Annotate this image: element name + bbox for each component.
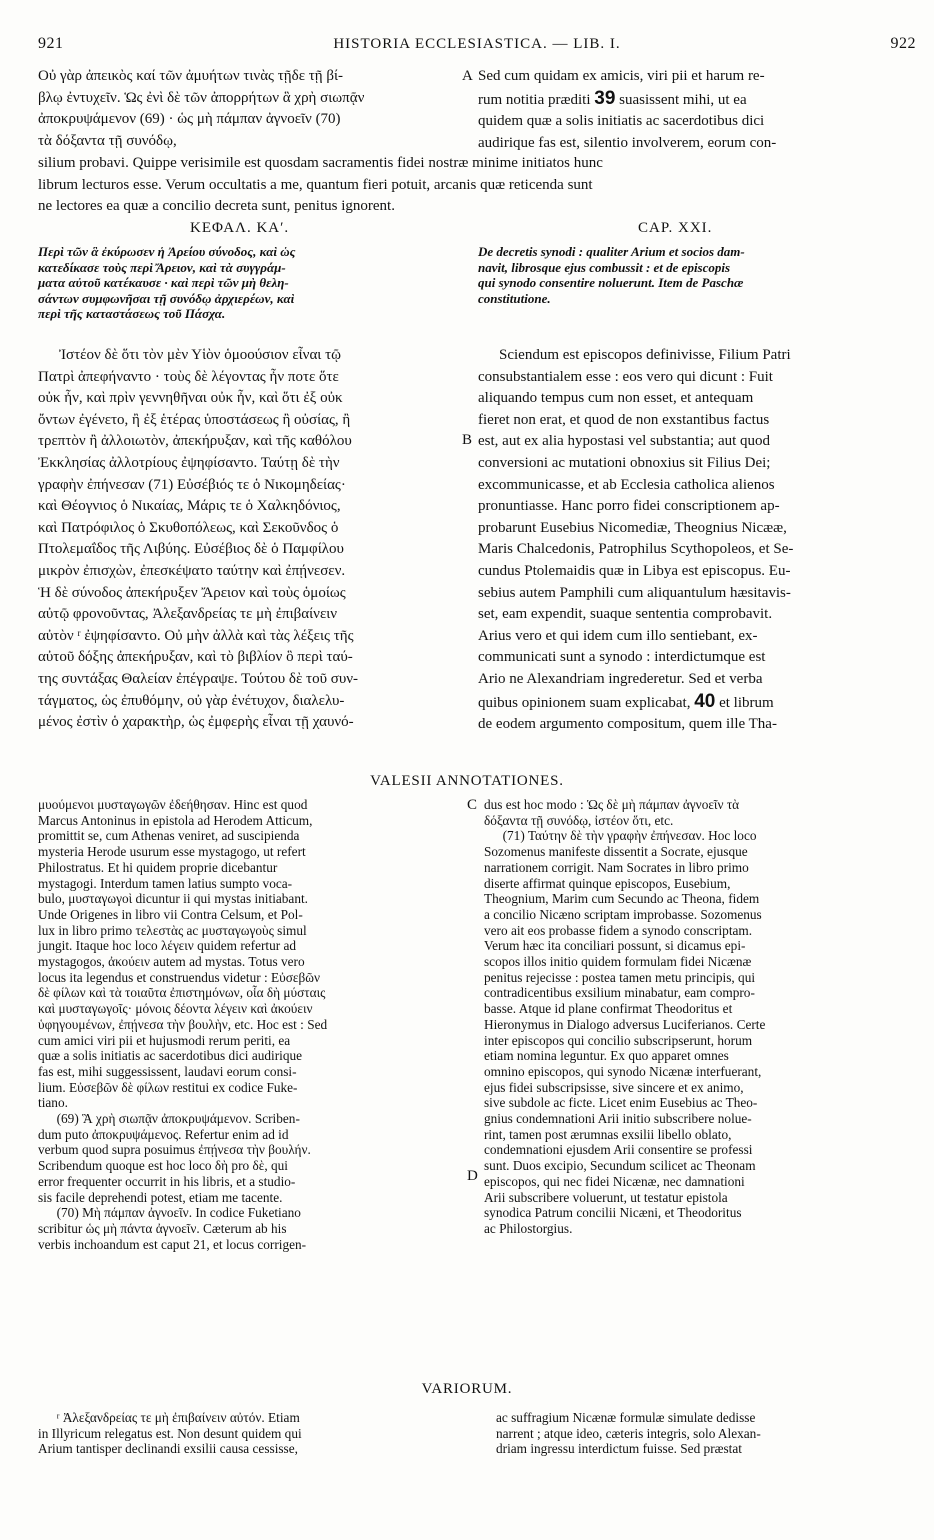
text-line: cum amici viri pii et hujusmodi rerum periti, ea bbox=[38, 1032, 291, 1048]
text-line: episcopos, qui nec fidei Nicænæ, nec damnationi bbox=[484, 1173, 745, 1189]
text-line: σάντων συμφωνῆσαι τῇ συνόδῳ ἀρχιερέων, καὶ bbox=[38, 290, 295, 306]
text-line: de eodem argumento compositum, quem ille Tha- bbox=[478, 716, 777, 733]
greek-chapter-summary bbox=[38, 244, 458, 322]
text-line: Ἡ δὲ σύνοδος ἀπεκήρυξεν Ἄρειον καὶ τοὺς ὁμοίως bbox=[38, 584, 346, 601]
text-line: ejus fidei subscripsisse, sive sincere et ex animo, bbox=[484, 1079, 744, 1095]
text-line: ματα αὐτοῦ κατέκαυσε · καὶ περὶ τῶν μὴ θελη- bbox=[38, 275, 289, 290]
text-line: qui synodo consentire noluerunt. Item de Paschæ bbox=[478, 275, 744, 290]
text-line: τρεπτὸν ἢ ἀλλοιωτὸν, ἀπεκήρυξαν, καὶ τῆς καθόλου bbox=[38, 433, 352, 450]
text-line: excommunicasse, et ab Ecclesia catholica alienos bbox=[478, 476, 775, 493]
text-line: Sed cum quidam ex amicis, viri pii et harum re- bbox=[478, 68, 765, 84]
text-line: consubstantialem esse : eos vero qui dicunt : Fuit bbox=[478, 368, 773, 385]
text-line: Πτολεμαΐδος τῆς Λιβύης. Εὐσέβιος δὲ ὁ Παμφίλου bbox=[38, 541, 344, 558]
text-line: promittit se, cum Athenas veniret, ad suscipienda bbox=[38, 828, 300, 844]
text-line: error frequenter occurrit in his libris, et a studio- bbox=[38, 1173, 296, 1189]
top-wide-text bbox=[38, 153, 916, 218]
text-segment: et librum bbox=[719, 694, 774, 711]
text-line: Philostratus. Et hi quidem proprie dicebantur bbox=[38, 859, 278, 875]
text-line: Theognium, Marim cum Secundo ac Theona, fidem bbox=[484, 891, 760, 907]
text-line: καὶ μυσταγωγοῖς· μόνοις δέοντα λέγειν καὶ ἀκούειν bbox=[38, 1001, 313, 1017]
text-line: De decretis synodi : qualiter Arium et socios dam- bbox=[478, 244, 745, 259]
text-line: Arium tantisper declinandi exsilii causa cessisse, bbox=[38, 1441, 298, 1456]
text-line: βλῳ ἐντυχεῖν. Ὡς ἐνὶ δὲ τῶν ἀπορρήτων ἃ χρὴ σιωπᾷν bbox=[38, 89, 365, 106]
text-line: τὰ δόξαντα τῇ συνόδῳ, bbox=[38, 132, 177, 149]
text-line: μικρὸν ἐπισχὼν, ἐπεσκέψατο ταύτην καὶ ἐπῄνεσεν. bbox=[38, 562, 346, 579]
latin-text-column bbox=[478, 345, 918, 736]
text-line: silium probavi. Quippe verisimile est quosdam sacramentis fidei nostræ minime initiatos hunc bbox=[38, 155, 603, 171]
text-line: lux in libro primo τελεστὰς ac μυσταγωγοὺς simul bbox=[38, 922, 307, 938]
text-line: Maris Chalcedonis, Patrophilus Scythopoleos, et Se- bbox=[478, 541, 794, 558]
text-line: καὶ Θέογνιος ὁ Νικαίας, Μάρις τε ὁ Χαλκηδόνιος, bbox=[38, 498, 341, 515]
text-line: αὐτὸν ʳ ἐψηφίσαντο. Οὐ μὴν ἀλλὰ καὶ τὰς λέξεις τῆς bbox=[38, 627, 354, 644]
text-line: est, aut ex alia hypostasi vel substantia; aut quod bbox=[478, 433, 771, 450]
running-header bbox=[38, 35, 916, 57]
text-line: Περὶ τῶν ἃ ἐκύρωσεν ἡ Ἀρείου σύνοδος, καὶ ὡς bbox=[38, 244, 296, 259]
text-line: ʳ Ἀλεξανδρείας τε μὴ ἐπιβαίνειν αὐτόν. Etiam bbox=[56, 1410, 300, 1425]
text-line: περὶ τῆς καταστάσεως τοῦ Πάσχα. bbox=[38, 306, 226, 321]
text-line: verbis inchoandum est caput 21, et locus corrigen- bbox=[38, 1236, 307, 1252]
annotations-heading: VALESII ANNOTATIONES. bbox=[370, 773, 564, 789]
variorum-heading: VARIORUM. bbox=[421, 1381, 513, 1397]
text-line: rint, tamen post ærumnas exsilii libello oblato, bbox=[484, 1126, 732, 1142]
text-line: vero ait eos probasse fidem a synodo conscriptam. bbox=[484, 922, 753, 938]
text-line: condemnationi ejusdem Arii consentire se professi bbox=[484, 1142, 753, 1158]
text-line: Πατρὶ ἀπεφήναντο · τοὺς δὲ λέγοντας ἦν ποτε ὅτε bbox=[38, 368, 339, 385]
text-line: jungit. Itaque hoc loco λέγειν quidem refertur ad bbox=[38, 938, 297, 954]
greek-chapter-heading: ΚΕΦΑΛ. ΚΑʹ. bbox=[190, 220, 290, 236]
text-line: ac suffragium Nicænæ formulæ simulate dedisse bbox=[496, 1410, 756, 1425]
margin-letter-c: C bbox=[467, 797, 478, 813]
text-line: contradicentibus exsilium minabatur, eam compro- bbox=[484, 985, 755, 1001]
text-line: (70) Μὴ πάμπαν ἀγνοεῖν. In codice Fuketiano bbox=[56, 1205, 301, 1221]
text-line: Scribendum quoque est hoc loco δὴ pro δὲ, qui bbox=[38, 1158, 288, 1174]
text-line: probarunt Eusebius Nicomediæ, Theognius Nicææ, bbox=[478, 519, 787, 536]
text-line: sunt. Duos excipio, Secundum scilicet ac Theonam bbox=[484, 1158, 756, 1174]
text-line: αὐτῷ φρονοῦντας, Ἀλεξανδρείας τε μὴ ἐπιβαίνειν bbox=[38, 606, 338, 623]
text-line: librum lecturos esse. Verum occultatis a me, quantum fieri potuit, arcanis quæ reticenda sunt bbox=[38, 176, 593, 193]
text-line: dus est hoc modo : Ὡς δὲ μὴ πάμπαν ἀγνοεῖν τὰ bbox=[484, 797, 740, 812]
text-line: bulo, μυσταγωγοὶ dicuntur ii qui mystas initiabant. bbox=[38, 891, 309, 907]
text-line: verbum quod supra posuimus ἐπῄνεσα τὴν βουλήν. bbox=[38, 1142, 311, 1158]
text-line: κατεδίκασε τοὺς περὶ Ἄρειον, καὶ τὰ συγγράμ- bbox=[38, 259, 286, 275]
text-line: ne lectores ea quæ a concilio decreta sunt, penitus ignorent. bbox=[38, 198, 395, 215]
text-line: Hieronymus in Dialogo adversus Luciferianos. Certe bbox=[484, 1016, 766, 1032]
text-line: καὶ Πατρόφιλος ὁ Σκυθοπόλεως, καὶ Σεκοῦνδος ὁ bbox=[38, 519, 339, 536]
text-line: γραφὴν ἐπήνεσαν (71) Εὐσέβιός τε ὁ Νικομηδείας· bbox=[38, 476, 346, 493]
text-line: Arii subscribere voluerunt, ut testatur epistola bbox=[484, 1189, 728, 1205]
text-line: synodica Patrum concilii Nicæni, et Theodoritus bbox=[484, 1205, 742, 1221]
text-line: ὑφηγουμένων, ἐπῄνεσα τὴν βουλὴν, etc. Hoc est : Sed bbox=[38, 1016, 328, 1032]
latin-chapter-summary bbox=[478, 244, 918, 306]
text-line: αὐτοῦ δόξης ἀπεκήρυξαν, καὶ τὸ βιβλίον ὃ περὶ ταύ- bbox=[38, 649, 353, 666]
text-line: mystagogos, ἀκούειν autem ad mystas. Totus vero bbox=[38, 954, 305, 970]
text-line: audirique fas est, silentio involverem, eorum con- bbox=[478, 134, 777, 151]
text-segment: quibus opinionem suam explicabat, bbox=[478, 694, 691, 711]
text-line: pronuntiasse. Hanc porro fidei conscriptionem ap- bbox=[478, 498, 780, 515]
text-line: ac Philostorgius. bbox=[484, 1220, 573, 1236]
text-line: ἀποκρυψάμενον (69) · ὡς μὴ πάμπαν ἀγνοεῖν (70) bbox=[38, 111, 341, 128]
text-line: Ἰστέον δὲ ὅτι τὸν μὲν Υἱὸν ὁμοούσιον εἶναι τῷ bbox=[59, 347, 341, 363]
text-line: basse. Atque id plane confirmat Theodoritus et bbox=[484, 1001, 733, 1017]
right-page-number: 922 bbox=[890, 35, 916, 52]
text-line: μυούμενοι μυσταγωγῶν ἐδεήθησαν. Hinc est quod bbox=[38, 797, 308, 812]
text-line: Arius vero et qui idem cum illo sentiebant, ex- bbox=[478, 627, 758, 644]
margin-letter-a: A bbox=[462, 68, 473, 84]
text-line: Οὐ γὰρ ἀπεικὸς καί τῶν ἀμυήτων τινὰς τῇδε τῇ βί- bbox=[38, 68, 344, 84]
text-line: in Illyricum relegatus est. Non desunt quidem qui bbox=[38, 1425, 302, 1441]
text-line: penitus rejecisse : postea tamen metu principis, qui bbox=[484, 969, 756, 985]
text-line: μένος ἐστὶν ὁ χαρακτὴρ, ὡς ἐμφερὴς εἶναι τῇ χαυνό- bbox=[38, 714, 354, 731]
text-line: τάγματος, ὡς ἐπυθόμην, οὐ γὰρ ἐνέτυχον, διαλελυ- bbox=[38, 692, 345, 709]
text-line: mystagogi. Interdum tamen latius sumpto voca- bbox=[38, 875, 293, 891]
text-line: quæ a solis initiatis ac sacerdotibus dici audirique bbox=[38, 1048, 303, 1064]
text-line: δὲ φίλων καὶ τὰ τοιαῦτα ἐπιστημόνων, οἷα δὴ μύσταις bbox=[38, 985, 326, 1001]
text-line: a concilio Nicæno scriptam improbasse. Sozomenus bbox=[484, 906, 762, 922]
text-line bbox=[478, 88, 918, 112]
text-line: της συντάξας Θαλείαν ἐπέγραψε. Τούτου δὲ τοῦ συν- bbox=[38, 670, 359, 687]
text-segment: rum notitia præditi bbox=[478, 91, 591, 108]
text-line: dum puto ἀποκρυψάμενος. Refertur enim ad id bbox=[38, 1126, 289, 1142]
page-marker-39: 39 bbox=[594, 87, 616, 109]
text-line: scopos illos initio quidem formulam fidei Nicænæ bbox=[484, 954, 752, 970]
text-line: (71) Ταύτην δὲ τὴν γραφὴν ἐπήνεσαν. Hoc loco bbox=[502, 828, 757, 844]
running-title: HISTORIA ECCLESIASTICA. — LIB. I. bbox=[333, 36, 621, 52]
annotations-left-column bbox=[38, 797, 460, 1252]
text-line: Marcus Antoninus in epistola ad Herodem Atticum, bbox=[38, 812, 313, 828]
text-line: etiam nomina leguntur. Ex quo apparet omnes bbox=[484, 1048, 729, 1064]
margin-letter-d: D bbox=[467, 1168, 478, 1184]
text-line: omnino episcopos, qui synodo Nicænæ interfuerant, bbox=[484, 1063, 762, 1079]
text-line: diserte affirmat quinque episcopos, Eusebium, bbox=[484, 875, 731, 891]
top-latin-column bbox=[478, 66, 918, 154]
text-line: lium. Εὐσεβῶν δὲ φίλων restitui ex codice Fuke- bbox=[38, 1079, 298, 1095]
text-segment: suasissent mihi, ut ea bbox=[619, 91, 747, 108]
text-line: cundus Ptolemaidis quæ in Libya est episcopus. Eu- bbox=[478, 562, 791, 579]
text-line: fas est, mihi suggessissent, laudavi eorum consi- bbox=[38, 1063, 297, 1079]
page-marker-40: 40 bbox=[694, 690, 716, 712]
text-line bbox=[478, 691, 918, 715]
text-line: scribitur ὡς μὴ πάντα ἀγνοεῖν. Cæterum ab his bbox=[38, 1220, 287, 1236]
text-line: navit, librosque ejus combussit : et de episcopis bbox=[478, 259, 731, 275]
text-line: locus ita legendus et construendus videtur : Εὐσεβῶν bbox=[38, 969, 321, 985]
text-line: Sozomenus manifeste dissentit a Socrate, ejusque bbox=[484, 844, 748, 860]
text-line: inter episcopos qui concilio subscripserunt, horum bbox=[484, 1032, 753, 1048]
text-line: δόξαντα τῇ συνόδῳ, ἰστέον ὅτι, etc. bbox=[484, 812, 674, 828]
margin-letter-b: B bbox=[462, 432, 473, 448]
left-page-number: 921 bbox=[38, 35, 64, 52]
greek-text-column bbox=[38, 345, 458, 734]
text-line: sive subdole ac ficte. Licet enim Eusebius ac Theo- bbox=[484, 1095, 758, 1111]
text-line: quidem quæ a solis initiatis ac sacerdotibus dici bbox=[478, 113, 765, 130]
text-line: Ario ne Alexandriam ingrederetur. Sed et verba bbox=[478, 670, 763, 687]
text-line: aliquando tempus cum non esset, et antequam bbox=[478, 390, 754, 407]
text-line: driam ingressu interdictum fuisse. Sed præstat bbox=[496, 1441, 742, 1456]
text-line: tiano. bbox=[38, 1095, 68, 1111]
text-line: constitutione. bbox=[478, 290, 551, 306]
text-line: narrent ; atque ideo, cæteris integris, solo Alexan- bbox=[496, 1425, 761, 1441]
annotations-right-column bbox=[484, 797, 916, 1237]
text-line: sis facile deprehendi potest, etiam me tacente. bbox=[38, 1189, 283, 1205]
text-line: Sciendum est episcopos definivisse, Filium Patri bbox=[499, 347, 791, 363]
text-line: Ἐκκλησίας ἀλλοτρίους ἐψηφίσαντο. Ταύτῃ δὲ τὴν bbox=[38, 454, 340, 471]
text-line: communicati sunt a synodo : interdictumque est bbox=[478, 649, 766, 666]
text-line: set, eam expendit, suaque sententia comprobavit. bbox=[478, 606, 773, 623]
text-line: (69) Ἃ χρὴ σιωπᾷν ἀποκρυψάμενον. Scriben- bbox=[56, 1111, 300, 1127]
text-line: Unde Origenes in libro vii Contra Celsum, et Pol- bbox=[38, 906, 303, 922]
text-line: οὐκ ἦν, καὶ πρὶν γεννηθῆναι οὐκ ἦν, καὶ ὅτι ἐξ οὐκ bbox=[38, 390, 343, 407]
text-line: ὄντων ἐγένετο, ἢ ἐξ ἑτέρας ὑποστάσεως ἢ οὐσίας, ἢ bbox=[38, 411, 351, 428]
top-greek-column bbox=[38, 66, 458, 152]
text-line: Verum hæc ita conciliari possunt, si dicamus epi- bbox=[484, 938, 746, 954]
text-line: mysteria Herode usurum esse mystagogo, ut refert bbox=[38, 844, 306, 860]
text-line: fieret non erat, et quod de non exstantibus factus bbox=[478, 411, 770, 428]
text-line: conversioni ac mutationi obnoxius sit Filius Dei; bbox=[478, 454, 771, 471]
text-line: gnius condemnationi Arii initio subscribere nolue- bbox=[484, 1111, 752, 1127]
text-line: narrationem corrigit. Nam Socrates in libro primo bbox=[484, 859, 749, 875]
variorum-right-column bbox=[496, 1410, 916, 1457]
variorum-left-column bbox=[38, 1410, 474, 1457]
text-line: sebius autem Pamphili cum aliquantulum hæsitavis- bbox=[478, 584, 791, 601]
latin-chapter-heading: CAP. XXI. bbox=[638, 220, 713, 236]
